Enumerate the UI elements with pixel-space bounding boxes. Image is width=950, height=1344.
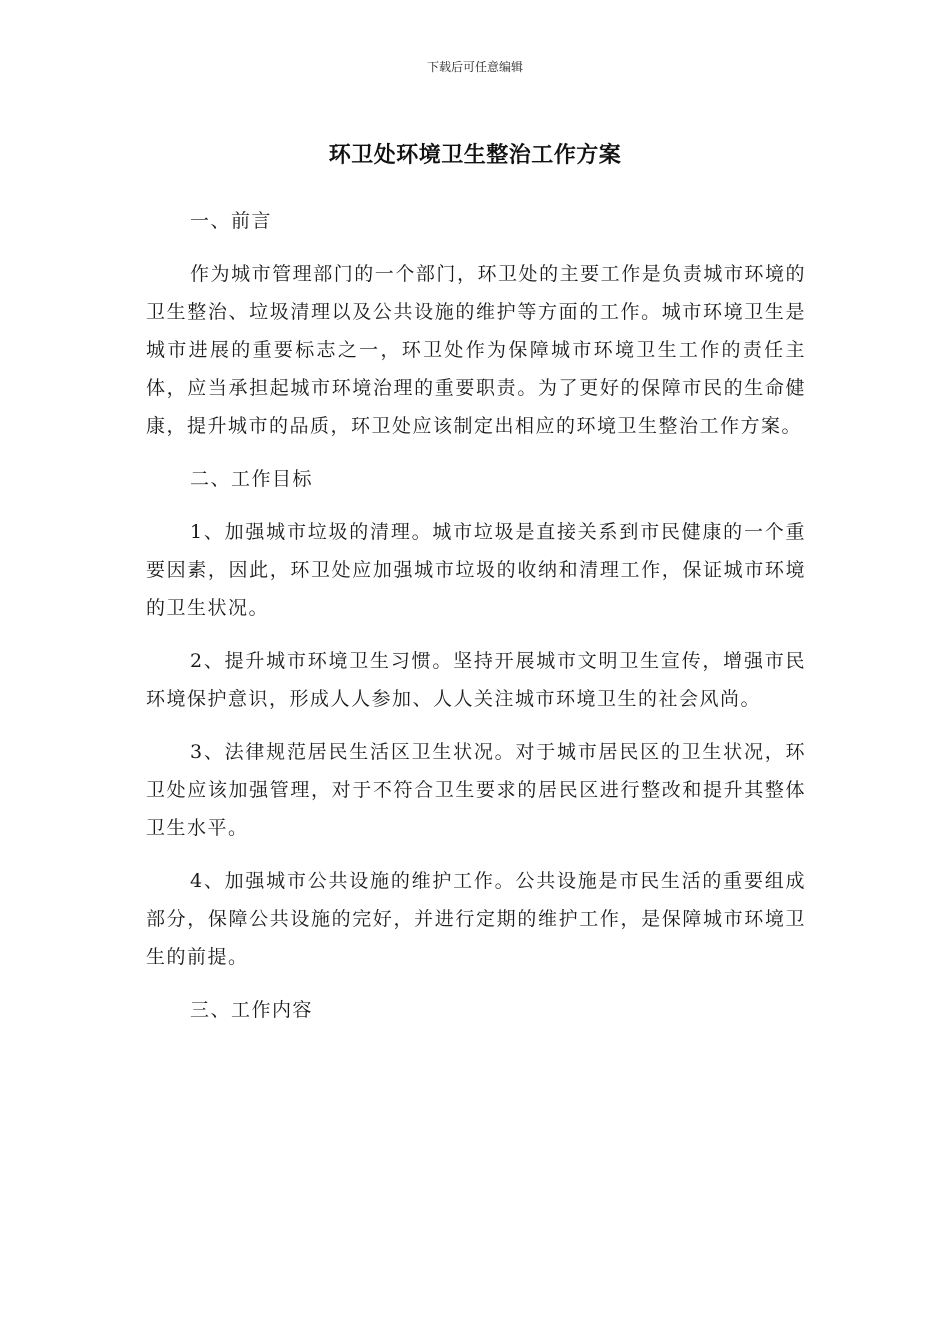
section-heading-preface: 一、前言 — [190, 210, 273, 232]
paragraph-preface: 作为城市管理部门的一个部门，环卫处的主要工作是负责城市环境的卫生整治、垃圾清理以及公共设施的维护等方面的工作。城市环境卫生是城市进展的重要标志之一，环卫处作为保障城市环境卫生工作的责任主体，应当承担起城市环境治理的重要职责。为了更好的保障市民的生命健康，提升城市的品质，环卫处应该制定出相应的环境卫生整治工作方案。 — [146, 263, 806, 437]
section-heading-goals: 二、工作目标 — [190, 468, 314, 490]
paragraph-goal-1: 1、加强城市垃圾的清理。城市垃圾是直接关系到市民健康的一个重要因素，因此，环卫处应加强城市垃圾的收纳和清理工作，保证城市环境的卫生状况。 — [146, 521, 806, 619]
paragraph-goal-2: 2、提升城市环境卫生习惯。坚持开展城市文明卫生宣传，增强市民环境保护意识，形成人人参加、人人关注城市环境卫生的社会风尚。 — [146, 650, 806, 710]
header-note: 下载后可任意编辑 — [426, 60, 523, 74]
section-heading-content: 三、工作内容 — [190, 999, 314, 1021]
paragraph-goal-4: 4、加强城市公共设施的维护工作。公共设施是市民生活的重要组成部分，保障公共设施的完好，并进行定期的维护工作，是保障城市环境卫生的前提。 — [146, 870, 806, 968]
paragraph-goal-3: 3、法律规范居民生活区卫生状况。对于城市居民区的卫生状况，环卫处应该加强管理，对于不符合卫生要求的居民区进行整改和提升其整体卫生水平。 — [146, 741, 806, 839]
document-body — [146, 202, 806, 1044]
document-title: 环卫处环境卫生整治工作方案 — [328, 143, 622, 168]
